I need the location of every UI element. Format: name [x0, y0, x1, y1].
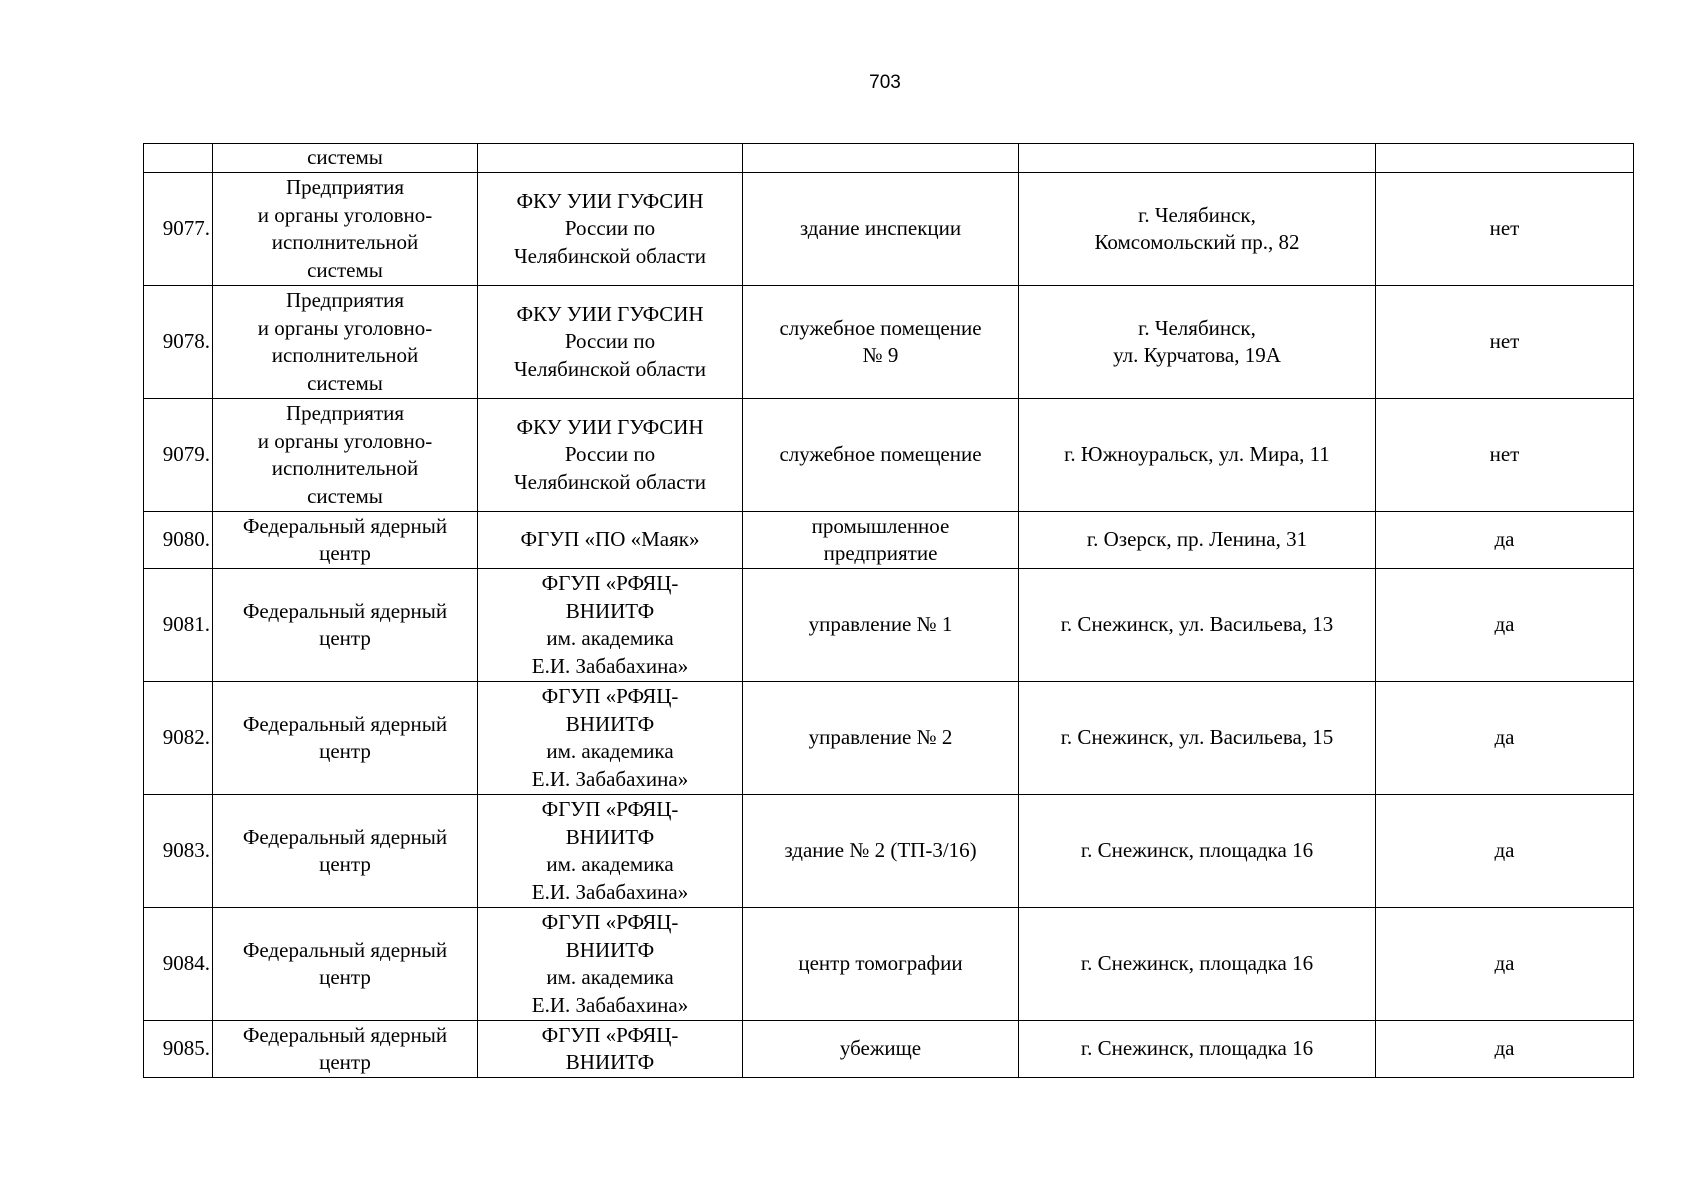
address-cell: г. Снежинск, площадка 16 — [1019, 908, 1376, 1021]
row-number: 9084. — [144, 908, 213, 1021]
flag-cell: да — [1376, 682, 1634, 795]
flag-cell: да — [1376, 1021, 1634, 1078]
registry-table — [143, 143, 1634, 1078]
organization-cell: ФГУП «РФЯЦ- ВНИИТФ — [478, 1021, 743, 1078]
row-number: 9077. — [144, 173, 213, 286]
category-cell: Предприятия и органы уголовно- исполнительной системы — [213, 399, 478, 512]
row-number: 9082. — [144, 682, 213, 795]
category-cell: Федеральный ядерный центр — [213, 569, 478, 682]
object-cell: управление № 2 — [743, 682, 1019, 795]
address-cell: г. Южноуральск, ул. Мира, 11 — [1019, 399, 1376, 512]
object-cell: служебное помещение — [743, 399, 1019, 512]
flag-cell: да — [1376, 908, 1634, 1021]
organization-cell: ФГУП «РФЯЦ- ВНИИТФ им. академика Е.И. Забабахина» — [478, 682, 743, 795]
row-number: 9085. — [144, 1021, 213, 1078]
address-cell — [1019, 144, 1376, 173]
organization-cell: ФГУП «ПО «Маяк» — [478, 512, 743, 569]
flag-cell: нет — [1376, 173, 1634, 286]
flag-cell: нет — [1376, 399, 1634, 512]
object-cell: служебное помещение № 9 — [743, 286, 1019, 399]
object-cell — [743, 144, 1019, 173]
category-cell: системы — [213, 144, 478, 173]
object-cell: центр томографии — [743, 908, 1019, 1021]
category-cell: Федеральный ядерный центр — [213, 795, 478, 908]
row-number: 9081. — [144, 569, 213, 682]
category-cell: Федеральный ядерный центр — [213, 1021, 478, 1078]
row-number: 9078. — [144, 286, 213, 399]
category-cell: Федеральный ядерный центр — [213, 908, 478, 1021]
organization-cell: ФКУ УИИ ГУФСИН России по Челябинской области — [478, 173, 743, 286]
address-cell: г. Озерск, пр. Ленина, 31 — [1019, 512, 1376, 569]
object-cell: промышленное предприятие — [743, 512, 1019, 569]
table-row — [144, 1021, 1634, 1078]
category-cell: Предприятия и органы уголовно- исполнительной системы — [213, 286, 478, 399]
address-cell: г. Челябинск, ул. Курчатова, 19А — [1019, 286, 1376, 399]
table-row — [144, 144, 1634, 173]
flag-cell: да — [1376, 512, 1634, 569]
organization-cell: ФГУП «РФЯЦ- ВНИИТФ им. академика Е.И. Забабахина» — [478, 908, 743, 1021]
organization-cell: ФКУ УИИ ГУФСИН России по Челябинской области — [478, 399, 743, 512]
table-row — [144, 682, 1634, 795]
flag-cell: да — [1376, 569, 1634, 682]
address-cell: г. Снежинск, площадка 16 — [1019, 795, 1376, 908]
organization-cell: ФКУ УИИ ГУФСИН России по Челябинской области — [478, 286, 743, 399]
organization-cell: ФГУП «РФЯЦ- ВНИИТФ им. академика Е.И. Забабахина» — [478, 569, 743, 682]
row-number: 9079. — [144, 399, 213, 512]
row-number: 9083. — [144, 795, 213, 908]
address-cell: г. Снежинск, ул. Васильева, 15 — [1019, 682, 1376, 795]
table-row — [144, 795, 1634, 908]
object-cell: здание инспекции — [743, 173, 1019, 286]
flag-cell: нет — [1376, 286, 1634, 399]
table-row — [144, 286, 1634, 399]
flag-cell: да — [1376, 795, 1634, 908]
table-row — [144, 399, 1634, 512]
object-cell: управление № 1 — [743, 569, 1019, 682]
flag-cell — [1376, 144, 1634, 173]
category-cell: Федеральный ядерный центр — [213, 512, 478, 569]
category-cell: Предприятия и органы уголовно- исполнительной системы — [213, 173, 478, 286]
organization-cell — [478, 144, 743, 173]
table-row — [144, 512, 1634, 569]
category-cell: Федеральный ядерный центр — [213, 682, 478, 795]
row-number: 9080. — [144, 512, 213, 569]
address-cell: г. Снежинск, площадка 16 — [1019, 1021, 1376, 1078]
table-row — [144, 908, 1634, 1021]
table-row — [144, 173, 1634, 286]
page-number: 703 — [869, 72, 901, 93]
object-cell: убежище — [743, 1021, 1019, 1078]
object-cell: здание № 2 (ТП-3/16) — [743, 795, 1019, 908]
organization-cell: ФГУП «РФЯЦ- ВНИИТФ им. академика Е.И. Забабахина» — [478, 795, 743, 908]
row-number — [144, 144, 213, 173]
table-row — [144, 569, 1634, 682]
address-cell: г. Челябинск, Комсомольский пр., 82 — [1019, 173, 1376, 286]
address-cell: г. Снежинск, ул. Васильева, 13 — [1019, 569, 1376, 682]
